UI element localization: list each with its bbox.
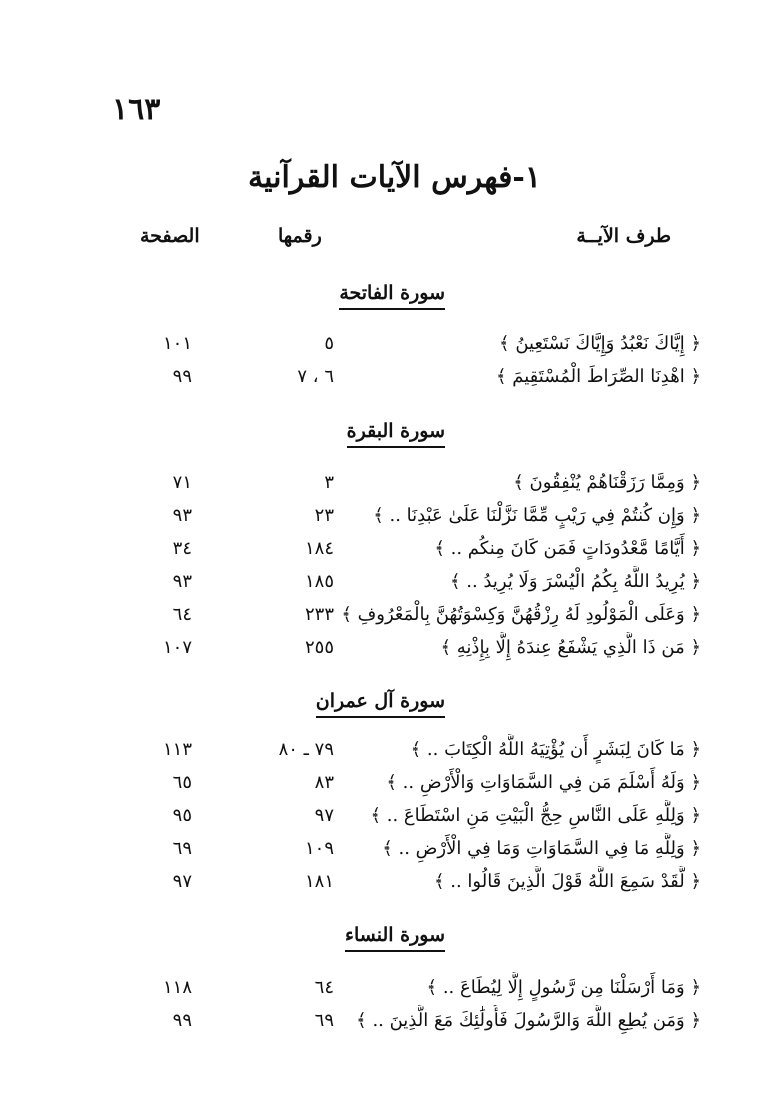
table-row — [0, 566, 759, 598]
table-row — [0, 500, 759, 532]
page-ref: ٩٣ — [172, 571, 192, 592]
table-row — [0, 632, 759, 664]
table-row — [0, 866, 759, 898]
verse-number: ٩٧ — [314, 805, 334, 826]
verse-number: ١٨١ — [304, 871, 334, 892]
verse-text: ﴿ اهْدِنَا الصِّرَاطَ الْمُسْتَقِيمَ ﴾ — [496, 366, 701, 387]
verse-text: ﴿ وَلِلَّهِ مَا فِي السَّمَاوَاتِ وَمَا فِي الْأَرْضِ .. ﴾ — [382, 838, 701, 859]
table-row — [0, 328, 759, 360]
verse-number: ٣ — [324, 472, 334, 493]
verse-number: ٢٣ — [314, 505, 334, 526]
table-row — [0, 1005, 759, 1037]
verse-text: ﴿ مَن ذَا الَّذِي يَشْفَعُ عِندَهُ إِلَّا بِإِذْنِهِ ﴾ — [440, 637, 701, 658]
page-ref: ٩٩ — [172, 366, 192, 387]
table-row — [0, 800, 759, 832]
header-number: رقمها — [278, 225, 322, 247]
page-ref: ٦٤ — [172, 604, 192, 625]
verse-text: ﴿ وَإِن كُنتُمْ فِي رَيْبٍ مِّمَّا نَزَّلْنَا عَلَىٰ عَبْدِنَا .. ﴾ — [373, 505, 701, 526]
page-title-text: ١-فهرس الآيات القرآنية — [247, 160, 541, 195]
page-number: ١٦٣ — [112, 92, 161, 127]
page-ref: ٧١ — [172, 472, 192, 493]
verse-text: ﴿ وَمَا أَرْسَلْنَا مِن رَّسُولٍ إِلَّا لِيُطَاعَ .. ﴾ — [426, 977, 701, 998]
table-row — [0, 972, 759, 1004]
verse-text: ﴿ يُرِيدُ اللَّهُ بِكُمُ الْيُسْرَ وَلَا يُرِيدُ .. ﴾ — [450, 571, 701, 592]
verse-number: ٦ ، ٧ — [297, 366, 334, 387]
page-ref: ٩٩ — [172, 1010, 192, 1031]
verse-text: ﴿ أَيَّامًا مَّعْدُودَاتٍ فَمَن كَانَ مِنكُم .. ﴾ — [434, 538, 701, 559]
verse-text: ﴿ وَلِلَّهِ عَلَى النَّاسِ حِجُّ الْبَيْتِ مَنِ اسْتَطَاعَ .. ﴾ — [370, 805, 701, 826]
verse-text: ﴿ لَّقَدْ سَمِعَ اللَّهُ قَوْلَ الَّذِينَ قَالُوا .. ﴾ — [433, 871, 701, 892]
verse-number: ٦٩ — [314, 1010, 334, 1031]
table-row — [0, 767, 759, 799]
verse-number: ٨٣ — [314, 772, 334, 793]
verse-number: ١٨٥ — [304, 571, 334, 592]
section-fatiha-title: سورة الفاتحة — [339, 282, 445, 310]
page-ref: ١١٣ — [162, 739, 192, 760]
verse-number: ٦٤ — [314, 977, 334, 998]
header-verse: طرف الآيــة — [576, 225, 671, 247]
verse-text: ﴿ مَا كَانَ لِبَشَرٍ أَن يُؤْتِيَهُ اللَّهُ الْكِتَابَ .. ﴾ — [410, 739, 701, 760]
verse-number: ٢٣٣ — [304, 604, 334, 625]
table-row — [0, 734, 759, 766]
verse-text: ﴿ وَمَن يُطِعِ اللَّهَ وَالرَّسُولَ فَأُولَٰئِكَ مَعَ الَّذِينَ .. ﴾ — [356, 1010, 701, 1031]
verse-text: ﴿ وَمِمَّا رَزَقْنَاهُمْ يُنْفِقُونَ ﴾ — [513, 472, 701, 493]
section-nisa-title: سورة النساء — [345, 924, 445, 952]
page-ref: ٦٩ — [172, 838, 192, 859]
page-ref: ٩٥ — [172, 805, 192, 826]
table-row — [0, 533, 759, 565]
header-page: الصفحة — [140, 225, 200, 247]
verse-number: ١٨٤ — [304, 538, 334, 559]
verse-text: ﴿ إِيَّاكَ نَعْبُدُ وَإِيَّاكَ نَسْتَعِينُ ﴾ — [499, 333, 701, 354]
page-ref: ٩٧ — [172, 871, 192, 892]
page-ref: ٦٥ — [172, 772, 192, 793]
section-imran-title: سورة آل عمران — [316, 690, 445, 718]
table-row — [0, 361, 759, 393]
page-ref: ٩٣ — [172, 505, 192, 526]
verse-text: ﴿ وَعَلَى الْمَوْلُودِ لَهُ رِزْقُهُنَّ وَكِسْوَتُهُنَّ بِالْمَعْرُوفِ ﴾ — [341, 604, 701, 625]
section-baqara-title: سورة البقرة — [347, 420, 445, 448]
page-ref: ١٠١ — [162, 333, 192, 354]
verse-number: ٢٥٥ — [304, 637, 334, 658]
verse-number: ٥ — [324, 333, 334, 354]
verse-text: ﴿ وَلَهُ أَسْلَمَ مَن فِي السَّمَاوَاتِ وَالْأَرْضِ .. ﴾ — [386, 772, 701, 793]
table-row — [0, 833, 759, 865]
page-ref: ١١٨ — [162, 977, 192, 998]
page-ref: ١٠٧ — [162, 637, 192, 658]
table-row — [0, 467, 759, 499]
page-ref: ٣٤ — [172, 538, 192, 559]
page-title — [0, 160, 759, 195]
verse-number: ١٠٩ — [304, 838, 334, 859]
table-row — [0, 599, 759, 631]
verse-number: ٧٩ ـ ٨٠ — [278, 739, 334, 760]
